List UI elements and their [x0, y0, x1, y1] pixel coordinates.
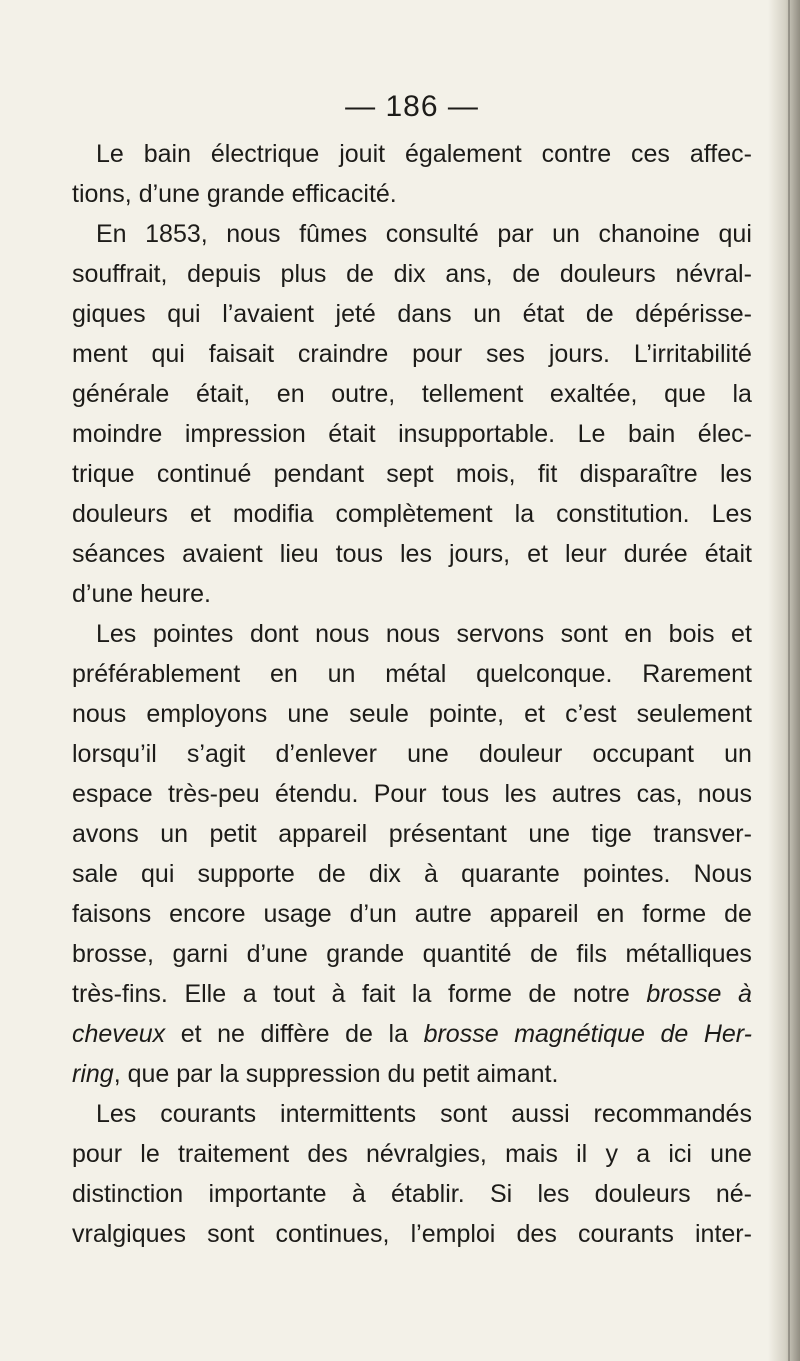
word: appareil — [278, 820, 368, 848]
word: courants — [577, 1220, 674, 1248]
word: courants — [160, 1100, 257, 1128]
word: bois — [668, 620, 715, 648]
word: présentant — [388, 820, 507, 848]
word: un — [724, 740, 752, 768]
word: dépérisse- — [635, 300, 752, 328]
text-line — [72, 1094, 752, 1134]
word: était, — [195, 380, 251, 408]
word: continué — [156, 460, 252, 488]
word: mois, — [455, 460, 516, 488]
word: de — [346, 260, 374, 288]
word: cas, — [636, 780, 683, 808]
word: tous — [335, 540, 383, 568]
word: encore — [169, 900, 246, 928]
word: de — [660, 1020, 689, 1048]
word: dix — [393, 260, 426, 288]
word: Pour — [373, 780, 427, 808]
word: fit — [537, 460, 558, 488]
word: lieu — [279, 540, 319, 568]
word: Le — [577, 420, 606, 448]
word: et — [731, 620, 752, 648]
word: étendu. — [275, 780, 359, 808]
word: quelconque. — [476, 660, 613, 688]
word: a — [242, 980, 257, 1008]
text-line — [72, 734, 752, 774]
text-line — [72, 854, 752, 894]
word: en — [624, 620, 653, 648]
word: d’un — [349, 900, 397, 928]
word: garni — [172, 940, 229, 968]
word: et — [527, 540, 548, 568]
word: avons — [72, 820, 139, 848]
word: plus — [280, 260, 327, 288]
word: distinction — [72, 1180, 184, 1208]
word: lorsqu’il — [72, 740, 157, 768]
word: employons — [146, 700, 268, 728]
word: tige — [591, 820, 632, 848]
word: un — [552, 220, 580, 248]
word: Les — [96, 620, 137, 648]
word: pointe, — [428, 700, 505, 728]
word: préférablement — [72, 660, 241, 688]
word: métalliques — [625, 940, 752, 968]
word: d’enlever — [275, 740, 377, 768]
word: avaient — [182, 540, 263, 568]
word: chanoine — [598, 220, 700, 248]
word: insupportable. — [398, 420, 556, 448]
word: les — [720, 460, 752, 488]
word: souffrait, — [72, 260, 168, 288]
word: des — [516, 1220, 557, 1248]
word: seulement — [636, 700, 752, 728]
word: sont — [207, 1220, 255, 1248]
word: qui — [151, 340, 185, 368]
word: à — [351, 1180, 366, 1208]
word: de — [585, 300, 614, 328]
word: jeté — [335, 300, 376, 328]
word: supporte — [197, 860, 295, 888]
word: nous — [385, 620, 441, 648]
word: moindre — [72, 420, 163, 448]
word: contre — [541, 140, 612, 168]
text-line — [72, 1174, 752, 1214]
word: magnétique — [514, 1020, 645, 1048]
word: fait — [361, 980, 396, 1008]
word: occupant — [592, 740, 694, 768]
word: un — [473, 300, 502, 328]
word: la — [732, 380, 752, 408]
word: en — [276, 380, 305, 408]
word: ment — [72, 340, 128, 368]
text-line — [72, 814, 752, 854]
word: giques — [72, 300, 146, 328]
word: cheveux — [72, 1020, 166, 1048]
word: traitement — [177, 1140, 290, 1168]
word: nous — [697, 780, 752, 808]
word: autre — [414, 900, 472, 928]
word: établir. — [391, 1180, 465, 1208]
word: la — [514, 500, 535, 528]
text-line — [72, 454, 752, 494]
word: un — [327, 660, 356, 688]
word: en — [596, 900, 625, 928]
word: exaltée, — [549, 380, 638, 408]
text-line — [72, 294, 752, 334]
text-line — [72, 254, 752, 294]
word: Rarement — [642, 660, 752, 688]
text-line — [72, 1214, 752, 1254]
word: métal — [385, 660, 447, 688]
page-edge-shadow — [768, 0, 800, 1361]
word: un — [160, 820, 189, 848]
word: le — [140, 1140, 160, 1168]
text-line — [72, 614, 752, 654]
word: brosse, — [72, 940, 154, 968]
word: jours, — [448, 540, 511, 568]
word: constitution. — [556, 500, 690, 528]
word: servons — [456, 620, 545, 648]
word: faisait — [208, 340, 275, 368]
word: modifia — [232, 500, 314, 528]
word: de — [724, 900, 752, 928]
word: de — [345, 1020, 373, 1048]
text-line — [72, 134, 752, 174]
word: une — [710, 1140, 752, 1168]
word: y — [605, 1140, 618, 1168]
word: une — [287, 700, 330, 728]
word: dix — [368, 860, 401, 888]
word: importante — [208, 1180, 327, 1208]
word: disparaître — [579, 460, 698, 488]
text-line — [72, 334, 752, 374]
word: Si — [489, 1180, 513, 1208]
word: fûmes — [299, 220, 368, 248]
page-content — [72, 90, 752, 1254]
text-line — [72, 894, 752, 934]
word: une — [407, 740, 449, 768]
word: notre — [572, 980, 630, 1008]
word: de — [530, 940, 558, 968]
word: dans — [397, 300, 452, 328]
italic-text: ring — [72, 1060, 114, 1088]
word: consulté — [385, 220, 479, 248]
word: outre, — [331, 380, 396, 408]
word: ces — [631, 140, 670, 168]
word: forme — [447, 980, 512, 1008]
word: continues, — [275, 1220, 390, 1248]
word: sept — [386, 460, 434, 488]
word: affec- — [689, 140, 752, 168]
word: né- — [715, 1180, 752, 1208]
text-line — [72, 774, 752, 814]
word: trique — [72, 460, 135, 488]
word: Elle — [184, 980, 227, 1008]
word: tellement — [421, 380, 524, 408]
word: la — [388, 1020, 408, 1048]
word: qui — [718, 220, 752, 248]
word: fils — [576, 940, 607, 968]
word: une — [528, 820, 571, 848]
word: intermittents — [280, 1100, 417, 1128]
word: depuis — [187, 260, 261, 288]
text-line — [72, 654, 752, 694]
text-line — [72, 374, 752, 414]
line-text: tions, d’une grande efficacité. — [72, 180, 397, 208]
word: et — [180, 1020, 202, 1048]
line-text: , que par la suppression du petit aimant. — [113, 1060, 559, 1088]
word: que — [664, 380, 706, 408]
word: pointes — [152, 620, 234, 648]
word: appareil — [489, 900, 579, 928]
word: diffère — [260, 1020, 330, 1048]
word: douleurs — [594, 1180, 691, 1208]
word: à — [331, 980, 346, 1008]
word: l’avaient — [222, 300, 314, 328]
word: seule — [349, 700, 409, 728]
word: de — [528, 980, 557, 1008]
word: c’est — [565, 700, 617, 728]
word: et — [189, 500, 211, 528]
word: l’emploi — [410, 1220, 496, 1248]
word: dont — [249, 620, 299, 648]
word: s’agit — [186, 740, 246, 768]
word: L’irritabilité — [633, 340, 752, 368]
word: complètement — [335, 500, 493, 528]
word: autres — [551, 780, 622, 808]
text-line — [72, 574, 752, 614]
word: tout — [273, 980, 315, 1008]
text-line — [72, 1134, 752, 1174]
word: faisons — [72, 900, 152, 928]
word: grande — [326, 940, 405, 968]
word: pointes. — [582, 860, 671, 888]
word: craindre — [297, 340, 389, 368]
word: brosse — [423, 1020, 499, 1048]
word: des — [307, 1140, 348, 1168]
text-line — [72, 1054, 752, 1094]
word: En — [96, 220, 127, 248]
word: ans, — [445, 260, 493, 288]
word: il — [576, 1140, 588, 1168]
word: petit — [209, 820, 257, 848]
word: ses — [486, 340, 525, 368]
word: brosse — [646, 980, 722, 1008]
word: bain — [143, 140, 191, 168]
word: électrique — [210, 140, 320, 168]
word: nous — [315, 620, 370, 648]
word: recommandés — [593, 1100, 752, 1128]
line-text: d’une heure. — [72, 580, 212, 608]
word: ne — [217, 1020, 245, 1048]
word: pour — [412, 340, 463, 368]
word: quantité — [422, 940, 512, 968]
word: qui — [141, 860, 175, 888]
word: ici — [668, 1140, 692, 1168]
word: était — [704, 540, 752, 568]
word: quarante — [461, 860, 560, 888]
word: à — [738, 980, 752, 1008]
word: douleurs — [72, 500, 168, 528]
word: les — [537, 1180, 570, 1208]
word: mais — [505, 1140, 558, 1168]
text-line — [72, 174, 752, 214]
word: 1853, — [145, 220, 208, 248]
word: aussi — [511, 1100, 570, 1128]
word: pendant — [273, 460, 365, 488]
word: et — [524, 700, 545, 728]
word: élec- — [697, 420, 752, 448]
word: Les — [96, 1100, 137, 1128]
word: sale — [72, 860, 118, 888]
page-edge-line — [788, 0, 790, 1361]
word: névralgies, — [365, 1140, 487, 1168]
word: nous — [72, 700, 127, 728]
word: a — [636, 1140, 651, 1168]
word: Les — [711, 500, 752, 528]
word: de — [317, 860, 346, 888]
word: bain — [628, 420, 676, 448]
word: leur — [565, 540, 607, 568]
page-number: — 186 — — [345, 90, 479, 123]
word: très-peu — [167, 780, 260, 808]
word: sont — [440, 1100, 488, 1128]
word: jouit — [339, 140, 386, 168]
word: en — [269, 660, 298, 688]
word: tous — [441, 780, 490, 808]
word: la — [411, 980, 432, 1008]
word: vralgiques — [72, 1220, 186, 1248]
word: Le — [96, 140, 124, 168]
word: les — [400, 540, 432, 568]
word: état — [522, 300, 565, 328]
word: durée — [623, 540, 688, 568]
word: par — [497, 220, 534, 248]
word: transver- — [653, 820, 752, 848]
word: usage — [263, 900, 332, 928]
text-line — [72, 1014, 752, 1054]
word: les — [504, 780, 537, 808]
word: pour — [72, 1140, 123, 1168]
word: inter- — [695, 1220, 752, 1248]
word: sont — [560, 620, 608, 648]
text-line — [72, 694, 752, 734]
body-text — [72, 134, 752, 1254]
word: Her- — [703, 1020, 752, 1048]
word: générale — [72, 380, 170, 408]
word: névral- — [675, 260, 752, 288]
word: douleur — [478, 740, 563, 768]
text-line — [72, 214, 752, 254]
word: était — [328, 420, 376, 448]
word: nous — [226, 220, 281, 248]
word: également — [404, 140, 522, 168]
word: douleurs — [559, 260, 656, 288]
text-line — [72, 414, 752, 454]
text-line — [72, 974, 752, 1014]
word: d’une — [246, 940, 308, 968]
word: Nous — [693, 860, 752, 888]
text-line — [72, 494, 752, 534]
text-line — [72, 934, 752, 974]
text-line — [72, 534, 752, 574]
word: séances — [72, 540, 166, 568]
word: très-fins. — [72, 980, 168, 1008]
word: jours. — [548, 340, 610, 368]
word: impression — [184, 420, 306, 448]
word: à — [424, 860, 438, 888]
word: forme — [642, 900, 707, 928]
word: qui — [167, 300, 201, 328]
word: de — [512, 260, 541, 288]
word: espace — [72, 780, 153, 808]
